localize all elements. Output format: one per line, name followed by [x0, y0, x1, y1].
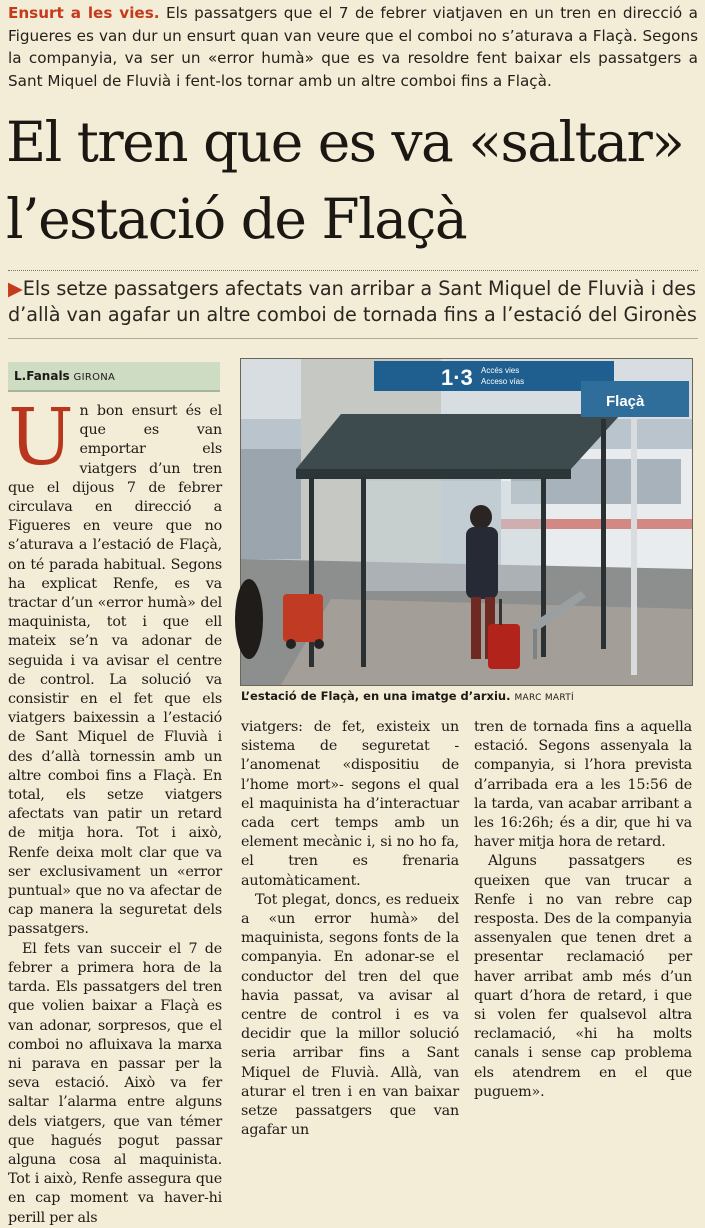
caption-text: L’estació de Flaçà, en una imatge d’arxiu. [241, 689, 511, 703]
station-sign-text: Flaçà [606, 393, 645, 410]
paragraph: tren de tornada fins a aquella estació. Segons assenyala la companyia, si l’hora prevista d’arribada era a les 15:56 de la tarda, van acabar arribant a les 16:26h; és a dir, que hi va haver mitja hora de retard. [474, 719, 692, 851]
platform-sign-number: 1·3 [441, 365, 473, 390]
byline-place: GIRONA [73, 372, 116, 383]
article-column-1 [8, 393, 222, 1226]
platform-sign-line-2: Acceso vías [481, 377, 525, 386]
headline-line-2: l’estació de Flaçà [6, 187, 467, 251]
paragraph [8, 393, 222, 940]
station-photo [240, 358, 693, 686]
intro-text: Els passatgers que el 7 de febrer viatjaven en un tren en direcció a Figueres es van dur un ensurt quan van veure que el comboi no s’aturava a Flaçà. Segons la companyia, va ser un «error humà» que es va resoldre fent baixar els passatgers a Sant Miquel de Fluvià i fent-los tornar amb un altre comboi fins a Flaçà. [8, 4, 698, 90]
subtitle [8, 276, 698, 328]
intro-brief [8, 2, 698, 92]
intro-kicker: Ensurt a les vies. [8, 4, 160, 22]
station-illustration [241, 359, 692, 685]
byline-author: L.Fanals [14, 369, 70, 383]
arrow-icon: ▶ [8, 277, 23, 300]
divider [8, 338, 698, 339]
photo-caption [241, 689, 693, 703]
headline-line-1: El tren que es va «saltar» [6, 110, 684, 174]
dotted-divider [8, 270, 698, 271]
article-column-3 [474, 718, 692, 1100]
photo-credit: MARC MARTÍ [514, 693, 574, 703]
paragraph: El fets van succeir el 7 de febrer a primera hora de la tarda. Els passatgers del tren que volien baixar a Flaçà es van adonar, sorpresos, que el comboi no afluixava la marxa ni parava en passar per la seva estació. Això va fer saltar l’alarma entre alguns dels viatgers, que van témer que hagués pogut passar alguna cosa al maquinista. Tot i això, Renfe assegura que en cap moment va haver-hi perill per als [8, 940, 222, 1226]
headline [6, 104, 701, 258]
paragraph: Tot plegat, doncs, es redueix a «un error humà» del maquinista, segons fonts de la companyia. En adonar-se el conductor del tren del que havia passat, va avisar al centre de control i es va decidir que la millor solució seria arribar fins a Sant Miquel de Fluvià. Allà, van aturar el tren i en van baixar setze passatgers que van agafar un [241, 891, 459, 1139]
paragraph: viatgers: de fet, existeix un sistema de seguretat -l’anomenat «dispositiu de l’home mort»- segons el qual el maquinista ha d’interactuar cada cert temps amb un element mecànic i, si no ho fa, el tren es frenaria automàticament. [241, 719, 459, 889]
paragraph-text: n bon ensurt és el que es van emportar els viatgers d’un tren que el dijous 7 de febrer circulava en direcció a Figueres en veure que no s’aturava a l’estació de Flaçà, on té parada habitual. Segons ha explicat Renfe, es va tractar d’un «error humà» del maquinista, tot i que ell mateix se’n va adonar de seguida i va avisar el centre de control. La solució va consistir en el fet que els viatgers baixessin a l’estació de Sant Miquel de Fluvià i des d’allà tornessin amb un altre comboi fins a Flaçà. En total, els setze viatgers afectats van patir un retard de mitja hora. Tot i això, Renfe deixa molt clar que va ser exclusivament un «error puntual» que no va afectar de cap manera la seguretat dels passatgers. [8, 403, 222, 938]
byline [8, 362, 220, 392]
drop-cap: U [8, 393, 74, 483]
paragraph: Alguns passatgers es queixen que van trucar a Renfe i no van rebre cap resposta. Des de la companyia assenyalen que tenen dret a presentar reclamació per haver arribat amb més d’un quart d’hora de retard, i que si volen fer qualsevol altra reclamació, «hi ha molts canals i sense cap problema els atendrem en el que puguem». [474, 853, 692, 1100]
platform-sign-line-1: Accés vies [481, 366, 520, 375]
subtitle-text: Els setze passatgers afectats van arribar a Sant Miquel de Fluvià i des d’allà van agafar un altre comboi de tornada fins a l’estació del Gironès [8, 277, 697, 326]
article-column-2 [241, 718, 459, 1139]
